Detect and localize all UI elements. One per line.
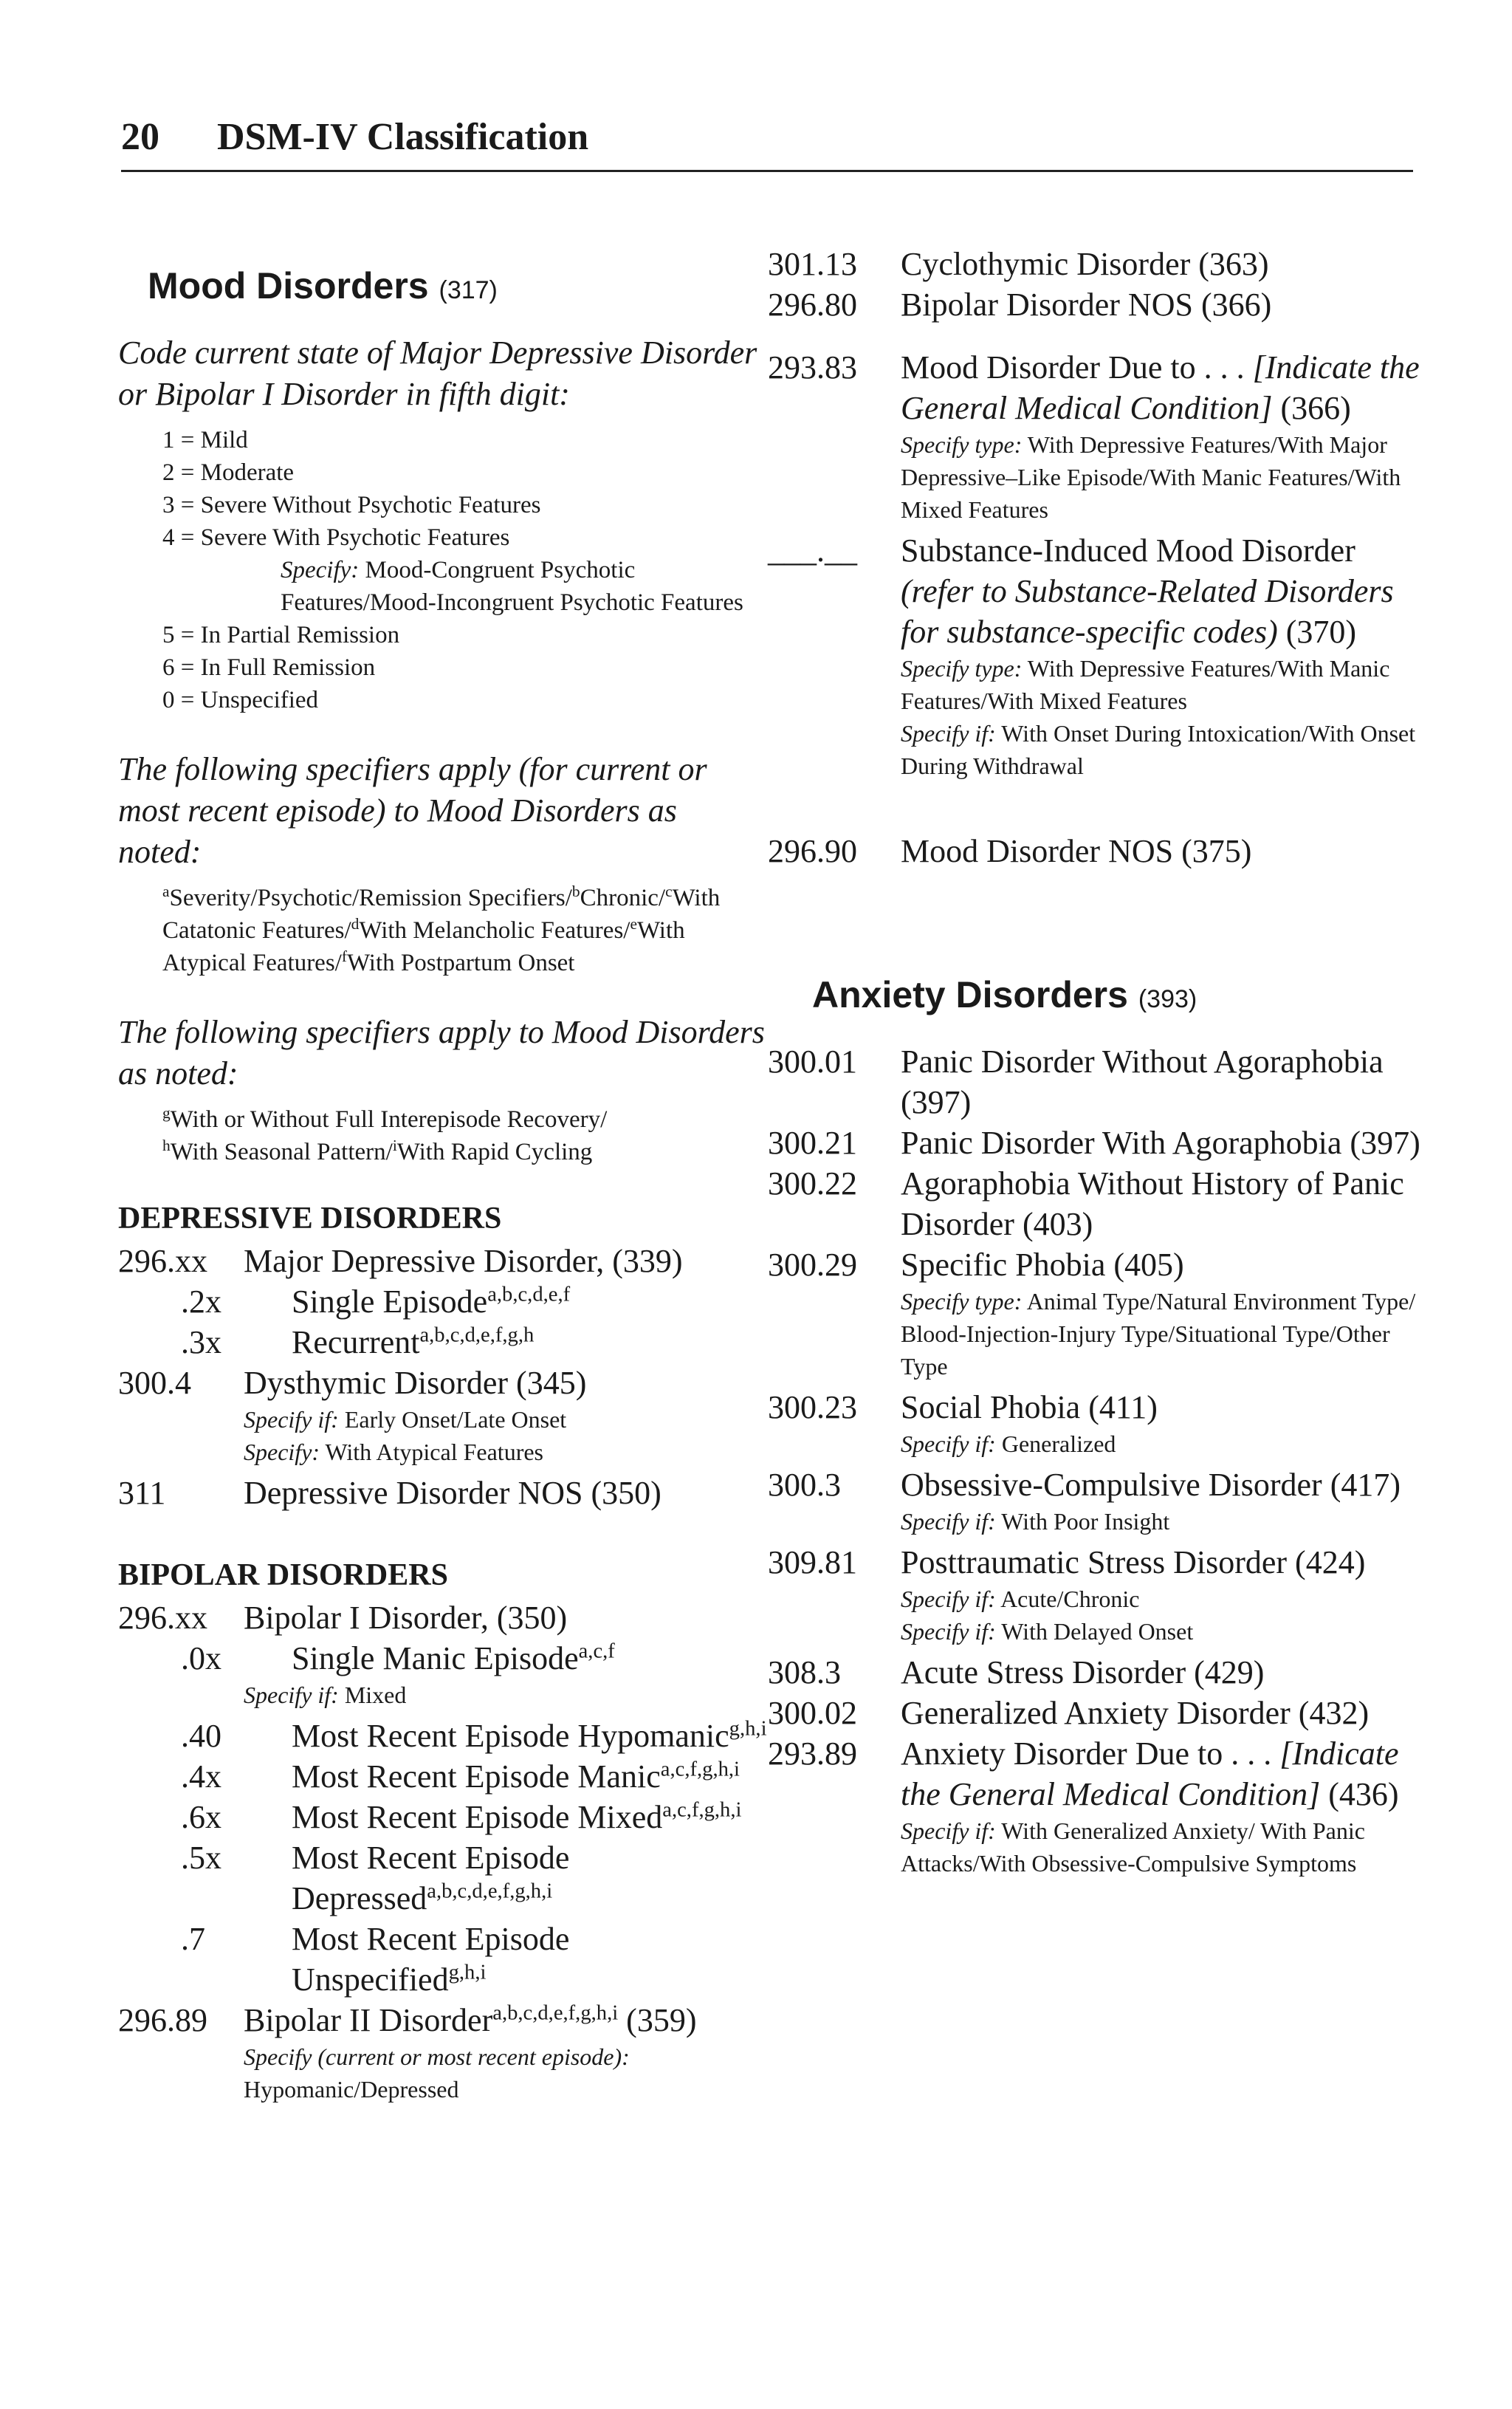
title <box>901 1733 1432 1815</box>
title-ref: (370) <box>1277 614 1357 650</box>
title-text: Most Recent Episode Hypomanic <box>292 1718 729 1754</box>
code: 296.90 <box>768 833 857 869</box>
anxiety-title-text: Anxiety Disorders <box>812 974 1128 1015</box>
list-item: 0 = Unspecified <box>162 687 319 713</box>
right-column <box>768 244 1432 1884</box>
title <box>244 1919 768 2000</box>
title: Bipolar Disorder NOS (366) <box>901 287 1272 323</box>
sup-letters: a,c,f,g,h,i <box>660 1758 740 1781</box>
specify-label: Specify if: <box>244 1682 339 1708</box>
title <box>901 347 1432 428</box>
specify-label: Specify if: <box>901 1817 996 1844</box>
sup-letters: a,b,c,d,e,f,g,h,i <box>427 1879 553 1903</box>
code: ___.__ <box>768 532 857 569</box>
entry-mdd <box>118 1241 768 1281</box>
code: .0x <box>181 1640 221 1676</box>
title <box>901 530 1432 652</box>
list-item: 1 = Mild <box>162 427 248 453</box>
code: 296.xx <box>118 1243 207 1279</box>
title-text: Single Manic Episode <box>292 1640 579 1676</box>
specify-label: Specify if: <box>901 1618 996 1645</box>
title: Posttraumatic Stress Disorder (424) <box>901 1544 1366 1580</box>
sup-letters: a,b,c,d,e,f,g,h,i <box>492 2001 619 2025</box>
title: Panic Disorder Without Agoraphobia (397) <box>901 1044 1384 1120</box>
code: 300.23 <box>768 1389 857 1425</box>
specify-text: With Onset During Intoxication/With Onset During Withdrawal <box>901 720 1416 779</box>
specify-label: Specify if: <box>901 1586 996 1612</box>
specifier-text: Severity/Psychotic/Remission Specifiers/ <box>169 885 572 911</box>
specify-text: With Poor Insight <box>1001 1508 1170 1535</box>
entry-mixed <box>118 1797 768 1837</box>
entry-single-manic <box>118 1638 768 1679</box>
specify-label: Specify: <box>244 1439 320 1465</box>
specify-text: With Depressive Features/With Manic Features/With Mixed Features <box>901 655 1390 714</box>
mood-page-ref: (317) <box>439 276 498 304</box>
bipolar-disorders-heading: BIPOLAR DISORDERS <box>118 1558 448 1592</box>
title: Bipolar I Disorder, (350) <box>244 1600 568 1636</box>
code: 296.xx <box>118 1600 207 1636</box>
list-item: 3 = Severe Without Psychotic Features <box>162 492 541 518</box>
title-text: Most Recent Episode Manic <box>292 1758 661 1795</box>
specifier-line <box>768 1583 1432 1615</box>
title-text: Most Recent Episode Depressed <box>292 1840 570 1916</box>
psychotic-specify-note <box>281 554 768 619</box>
entry-ocd <box>768 1464 1432 1505</box>
list-item: 2 = Moderate <box>162 459 295 486</box>
title <box>244 1756 768 1797</box>
title-text: Anxiety Disorder Due to . . . <box>901 1735 1272 1772</box>
code: 296.80 <box>768 287 857 323</box>
sup-letters: g,h,i <box>729 1717 767 1741</box>
specifier-text: With Atypical Features/ <box>162 917 685 976</box>
entry-panic-with <box>768 1123 1432 1163</box>
entry-bipolar-nos <box>768 284 1432 325</box>
title <box>244 2000 768 2040</box>
specify-label: Specify: <box>281 557 360 583</box>
code: .4x <box>181 1758 221 1795</box>
specify-text: Mixed <box>344 1682 407 1708</box>
specifier-line <box>768 1428 1432 1460</box>
code: 296.89 <box>118 2002 207 2038</box>
page-number: 20 <box>121 116 159 158</box>
title <box>244 1638 768 1679</box>
title <box>244 1281 768 1322</box>
title: Generalized Anxiety Disorder (432) <box>901 1695 1370 1731</box>
title-text: Substance-Induced Mood Disorder <box>901 532 1355 569</box>
specifier-text: Chronic/ <box>580 885 666 911</box>
specify-text: Early Onset/Late Onset <box>344 1406 567 1433</box>
specify-label: Specify if: <box>901 720 996 747</box>
specifier-line <box>118 1436 768 1468</box>
title: Panic Disorder With Agoraphobia (397) <box>901 1125 1420 1161</box>
specify-label: Specify type: <box>901 655 1023 682</box>
title: Obsessive-Compulsive Disorder (417) <box>901 1467 1401 1503</box>
sup-letters: g,h,i <box>448 1961 487 1984</box>
specifier-line <box>768 1285 1432 1382</box>
specifier-text: With Postpartum Onset <box>346 950 575 976</box>
running-title: DSM-IV Classification <box>217 116 589 158</box>
specify-text: With Depressive Features/With Major Depressive–Like Episode/With Manic Features/With Mixed Features <box>901 431 1401 523</box>
specifier-line <box>768 717 1432 782</box>
title: Specific Phobia (405) <box>901 1247 1184 1283</box>
specify-text: Mood-Congruent Psychotic Features/Mood-Incongruent Psychotic Features <box>281 557 743 616</box>
title <box>244 1837 768 1919</box>
code: 300.29 <box>768 1247 857 1283</box>
code: 300.22 <box>768 1165 857 1202</box>
title: Social Phobia (411) <box>901 1389 1158 1425</box>
page-header <box>121 111 1413 172</box>
title-text: Most Recent Episode Mixed <box>292 1799 663 1835</box>
entry-unspecified <box>118 1919 768 2000</box>
specify-text: With Atypical Features <box>325 1439 543 1465</box>
code-instruction: Code current state of Major Depressive Disorder or Bipolar I Disorder in fifth digit: <box>118 335 757 412</box>
sup-letters: a,c,f <box>578 1639 615 1663</box>
specifier-line <box>768 428 1432 526</box>
specify-text: With Delayed Onset <box>1001 1618 1194 1645</box>
title-ref: (366) <box>1272 390 1351 426</box>
title: Acute Stress Disorder (429) <box>901 1654 1265 1690</box>
entry-social-phobia <box>768 1387 1432 1428</box>
specify-text: Animal Type/Natural Environment Type/ Blood-Injection-Injury Type/Situational Type/Other Type <box>901 1288 1416 1380</box>
entry-depressed <box>118 1837 768 1919</box>
title-ref: (436) <box>1320 1776 1399 1812</box>
specify-label: Specify type: <box>901 431 1023 458</box>
specifier-text: With or Without Full Interepisode Recovery/ <box>170 1106 608 1133</box>
title: Agoraphobia Without History of Panic Disorder (403) <box>901 1165 1404 1242</box>
specifier-text: With Melancholic Features/ <box>359 917 630 944</box>
entry-hypomanic <box>118 1716 768 1756</box>
specifier-line <box>118 1403 768 1436</box>
title-ref: (359) <box>618 2002 697 2038</box>
title: Major Depressive Disorder, (339) <box>244 1243 683 1279</box>
specifier-line <box>768 1815 1432 1879</box>
specify-label: Specify if: <box>244 1406 339 1433</box>
left-column <box>118 244 768 2110</box>
entry-bipolar-1 <box>118 1597 768 1638</box>
title <box>244 1716 768 1756</box>
list-item: 6 = In Full Remission <box>162 654 376 681</box>
entry-substance-induced <box>768 530 1432 652</box>
entry-recurrent <box>118 1322 768 1363</box>
code: .2x <box>181 1284 221 1320</box>
sup-letters: a,b,c,d,e,f,g,h <box>419 1323 535 1347</box>
title-text: Single Episode <box>292 1284 488 1320</box>
specify-label: Specify if: <box>901 1430 996 1457</box>
anxiety-page-ref: (393) <box>1138 985 1197 1013</box>
entry-cyclothymic <box>768 244 1432 284</box>
entry-manic <box>118 1756 768 1797</box>
title <box>244 1797 768 1837</box>
refer-text: (refer to Substance-Related Disorders for substance-specific codes) <box>901 573 1394 650</box>
entry-depressive-nos <box>118 1473 768 1513</box>
entry-single-episode <box>118 1281 768 1322</box>
specifier-line <box>768 1505 1432 1538</box>
specifier-text: With Seasonal Pattern/ <box>170 1139 393 1165</box>
specifier-line <box>118 1679 768 1711</box>
specifiers-instruction-1: The following specifiers apply (for current or most recent episode) to Mood Disorders as noted: <box>118 751 707 870</box>
sup-letter: a <box>162 883 170 900</box>
specifier-line <box>768 652 1432 717</box>
depressive-disorders-heading: DEPRESSIVE DISORDERS <box>118 1202 502 1236</box>
entry-mood-nos <box>768 831 1432 871</box>
entry-dysthymic <box>118 1363 768 1403</box>
specifiers-list-1 <box>162 882 768 979</box>
mood-disorders-title <box>148 264 768 307</box>
code: .3x <box>181 1324 221 1360</box>
sup-letter: b <box>571 883 580 900</box>
sup-letters: a,c,f,g,h,i <box>662 1798 742 1822</box>
specifier-line <box>118 2040 768 2105</box>
specifier-text: With Rapid Cycling <box>396 1139 593 1165</box>
list-item: 5 = In Partial Remission <box>162 622 400 648</box>
specifier-line <box>768 1615 1432 1648</box>
entry-gad <box>768 1693 1432 1733</box>
specify-text: Acute/Chronic <box>1000 1586 1140 1612</box>
title-text: Mood Disorder Due to . . . <box>901 349 1245 385</box>
code: 300.4 <box>118 1365 191 1401</box>
sup-letter: e <box>630 915 637 933</box>
code: 300.02 <box>768 1695 857 1731</box>
entry-mood-due-to <box>768 347 1432 428</box>
code: 311 <box>118 1475 166 1511</box>
sup-letter: i <box>392 1137 397 1154</box>
mood-title-text: Mood Disorders <box>148 265 429 306</box>
code: 293.89 <box>768 1735 857 1772</box>
code: .7 <box>181 1921 205 1957</box>
title: Depressive Disorder NOS (350) <box>244 1475 662 1511</box>
code: 293.83 <box>768 349 857 385</box>
list-item: 4 = Severe With Psychotic Features <box>162 524 510 551</box>
anxiety-disorders-title <box>812 973 1432 1016</box>
entry-agoraphobia <box>768 1163 1432 1244</box>
code: 300.21 <box>768 1125 857 1161</box>
specify-text: Hypomanic/Depressed <box>244 2076 459 2103</box>
sup-letter: c <box>665 883 673 900</box>
sup-letter: h <box>162 1137 171 1154</box>
sup-letters: a,b,c,d,e,f <box>487 1283 571 1306</box>
sup-letter: g <box>162 1104 171 1122</box>
bracket-text: [Indicate the General Medical Condition] <box>901 1735 1399 1812</box>
title-text: Recurrent <box>292 1324 420 1360</box>
specifiers-instruction-2: The following specifiers apply to Mood Disorders as noted: <box>118 1014 765 1092</box>
entry-bipolar-2 <box>118 2000 768 2040</box>
code: .6x <box>181 1799 221 1835</box>
title: Dysthymic Disorder (345) <box>244 1365 587 1401</box>
code: .5x <box>181 1840 221 1876</box>
specifier-text: With Catatonic Features/ <box>162 885 721 944</box>
code: .40 <box>181 1718 221 1754</box>
title: Mood Disorder NOS (375) <box>901 833 1252 869</box>
sup-letter: f <box>341 948 347 965</box>
code: 309.81 <box>768 1544 857 1580</box>
fifth-digit-list <box>162 424 768 716</box>
specify-label: Specify type: <box>901 1288 1023 1315</box>
code: 308.3 <box>768 1654 841 1690</box>
specify-text: With Generalized Anxiety/ With Panic Attacks/With Obsessive-Compulsive Symptoms <box>901 1817 1365 1877</box>
entry-anxiety-due-to <box>768 1733 1432 1815</box>
specifiers-list-2 <box>162 1103 768 1168</box>
title-text: Bipolar II Disorder <box>244 2002 493 2038</box>
bracket-text: [Indicate the General Medical Condition] <box>901 349 1420 426</box>
entry-panic-without <box>768 1041 1432 1123</box>
title-text: Most Recent Episode Unspecified <box>292 1921 570 1998</box>
code: 300.3 <box>768 1467 841 1503</box>
title <box>244 1322 768 1363</box>
entry-ptsd <box>768 1542 1432 1583</box>
entry-acute-stress <box>768 1652 1432 1693</box>
specify-label: Specify (current or most recent episode): <box>244 2043 630 2070</box>
entry-specific-phobia <box>768 1244 1432 1285</box>
specify-label: Specify if: <box>901 1508 996 1535</box>
specify-text: Generalized <box>1001 1430 1116 1457</box>
code: 301.13 <box>768 246 857 282</box>
title: Cyclothymic Disorder (363) <box>901 246 1269 282</box>
sup-letter: d <box>351 915 360 933</box>
code: 300.01 <box>768 1044 857 1080</box>
